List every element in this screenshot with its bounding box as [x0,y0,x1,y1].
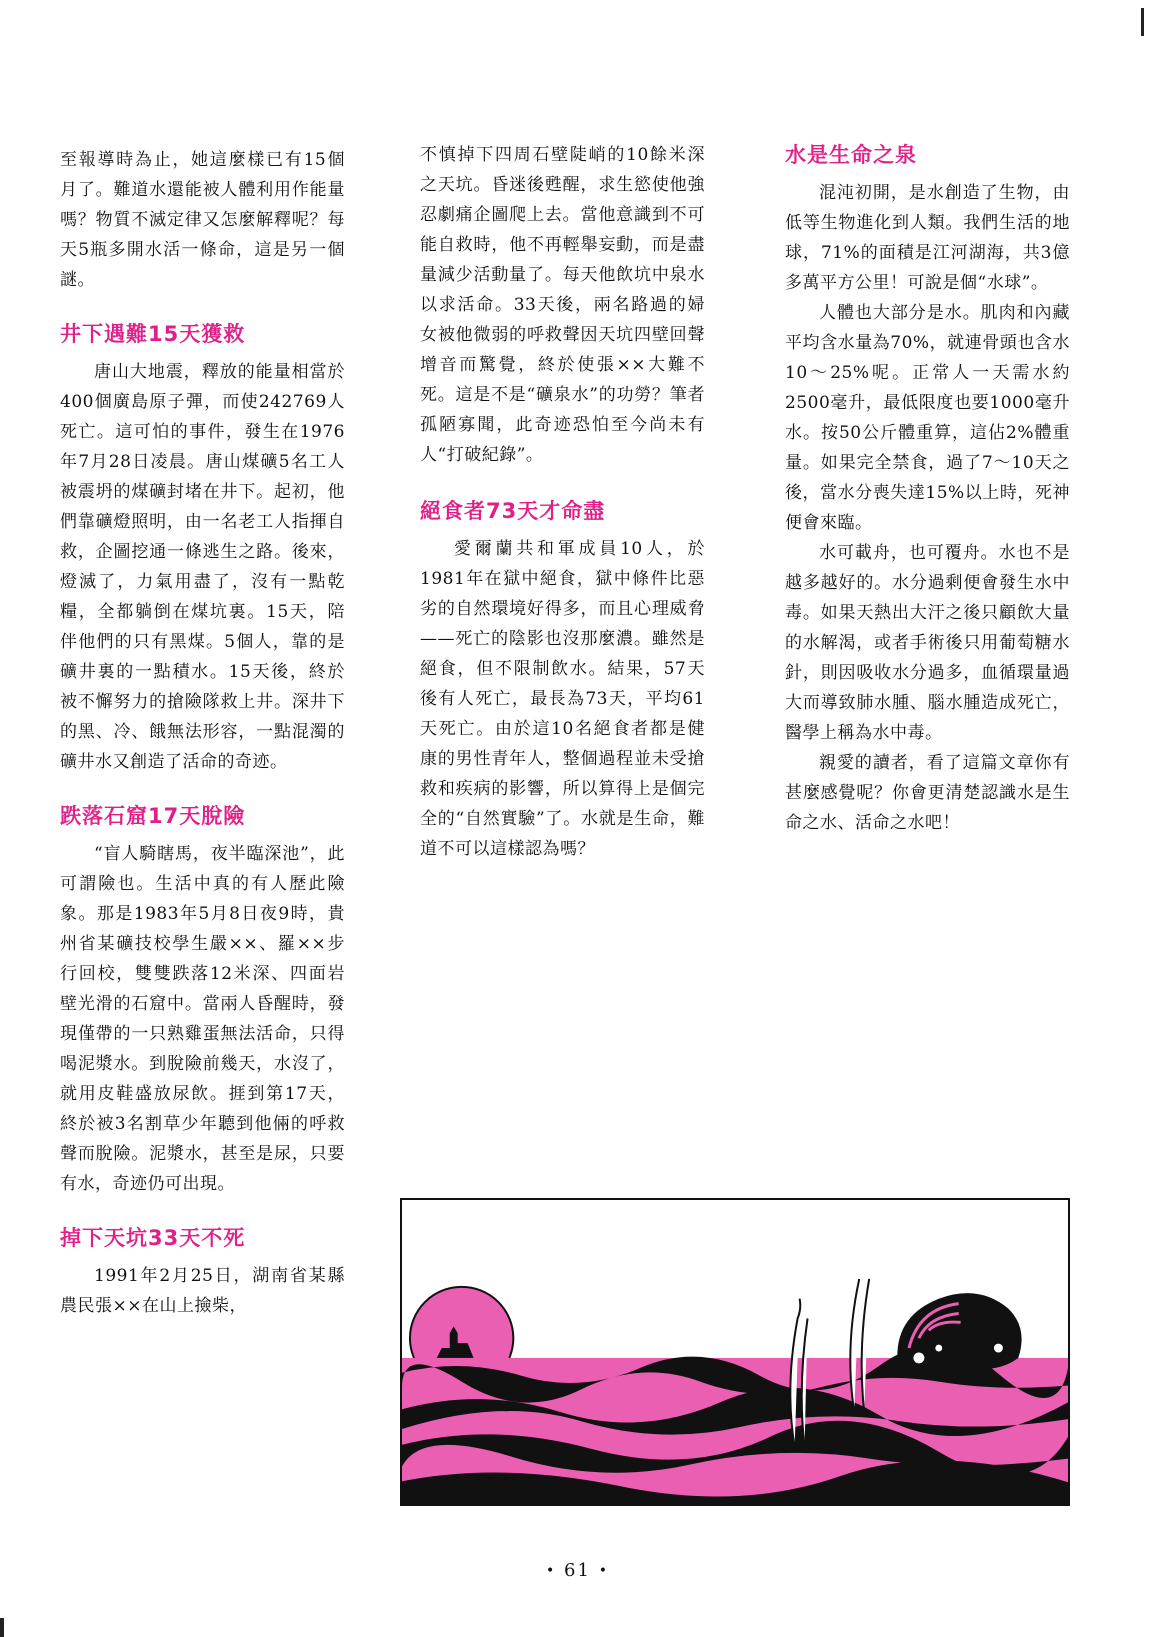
heading-source-of-life: 水是生命之泉 [785,143,917,167]
page-number-dot-right: • [598,1563,609,1579]
page-number [0,1560,1155,1581]
paragraph-intro: 至報導時為止，她這麼樣已有15個月了。難道水還能被人體利用作能量嗎？物質不滅定律又怎麼解釋呢？每天5瓶多開水活一條命，這是另一個謎。 [60,150,345,290]
illustration-svg [402,1200,1068,1504]
paragraph-hunger-strike: 愛爾蘭共和軍成員10人，於1981年在獄中絕食，獄中條件比惡劣的自然環境好得多，而且心理威脅——死亡的陰影也沒那麼濃。雖然是絕食，但不限制飲水。結果，57天後有人死亡，最長為73天，平均61天死亡。由於這10名絕食者都是健康的男性青年人，整個過程並未受搶救和疾病的影響，所以算得上是個完全的“自然實驗”了。水就是生命，難道不可以這樣認為嗎？ [420,539,705,859]
heading-sinkhole: 掉下天坑33天不死 [60,1226,246,1250]
heading-hunger-strike: 絕食者73天才命盡 [420,499,606,523]
column-1 [60,145,345,1321]
paragraph-source-2: 人體也大部分是水。肌肉和內藏平均含水量為70%，就連骨頭也含水10～25%呢。正常人一天需水約2500毫升，最低限度也要1000毫升水。按50公斤體重算，這佔2%體重量。如果完全禁食，過了7～10天之後，當水分喪失達15%以上時，死神便會來臨。 [785,303,1070,533]
foam-3 [993,1343,1003,1353]
page-number-dot-left: • [546,1563,557,1579]
column-2 [420,140,705,864]
scan-edge-mark-bottom [0,1618,4,1637]
sea-illustration [400,1198,1070,1506]
heading-cave-escape: 跌落石窟17天脫險 [60,804,246,828]
foam-2 [935,1344,943,1352]
paragraph-cave-escape: “盲人騎瞎馬，夜半臨深池”，此可謂險也。生活中真的有人歷此險象。那是1983年5月8日夜9時，貴州省某礦技校學生嚴××、羅××步行回校，雙雙跌落12米深、四面岩壁光滑的石窟中。當兩人昏醒時，發現僅帶的一只熟雞蛋無法活命，只得喝泥漿水。到脫險前幾天，水沒了，就用皮鞋盛放尿飲。捱到第17天，終於被3名割草少年聽到他倆的呼救聲而脫險。泥漿水，甚至是尿，只要有水，奇迹仍可出現。 [60,844,345,1194]
heading-mine-rescue: 井下遇難15天獲救 [60,322,246,346]
paragraph-source-1: 混沌初開，是水創造了生物，由低等生物進化到人類。我們生活的地球，71%的面積是江河湖海，共3億多萬平方公里！可說是個“水球”。 [785,183,1070,293]
paragraph-source-3: 水可載舟，也可覆舟。水也不是越多越好的。水分過剩便會發生水中毒。如果天熱出大汗之後只顧飲大量的水解渴，或者手術後只用葡萄糖水針，則因吸收水分過多，血循環量過大而導致肺水腫、腦水腫造成死亡，醫學上稱為水中毒。 [785,543,1070,743]
paragraph-source-4: 親愛的讀者，看了這篇文章你有甚麼感覺呢？你會更清楚認識水是生命之水、活命之水吧！ [785,753,1070,833]
page-number-value: 61 [564,1560,591,1581]
paragraph-sinkhole-continued: 不慎掉下四周石壁陡峭的10餘米深之天坑。昏迷後甦醒，求生慾使他強忍劇痛企圖爬上去。當他意識到不可能自救時，他不再輕舉妄動，而是盡量減少活動量了。每天他飲坑中泉水以求活命。33天後，兩名路過的婦女被他微弱的呼救聲因天坑四壁回聲增音而驚覺，終於使張××大難不死。這是不是“礦泉水”的功勞？筆者孤陋寡聞，此奇迹恐怕至今尚未有人“打破紀錄”。 [420,145,705,465]
foam-1 [913,1352,925,1364]
paragraph-mine-rescue: 唐山大地震，釋放的能量相當於400個廣島原子彈，而使242769人死亡。這可怕的事件，發生在1976年7月28日凌晨。唐山煤礦5名工人被震坍的煤礦封堵在井下。起初，他們靠礦燈照明，由一名老工人指揮自救，企圖挖通一條逃生之路。後來，燈滅了，力氣用盡了，沒有一點乾糧，全都躺倒在煤坑裏。15天，陪伴他們的只有黑煤。5個人，靠的是礦井裏的一點積水。15天後，終於被不懈努力的搶險隊救上井。深井下的黑、冷、餓無法形容，一點混濁的礦井水又創造了活命的奇迹。 [60,362,345,772]
scan-edge-mark-top [1141,8,1144,36]
column-3 [785,140,1070,838]
paragraph-sinkhole-start: 1991年2月25日，湖南省某縣農民張××在山上撿柴， [60,1266,345,1316]
